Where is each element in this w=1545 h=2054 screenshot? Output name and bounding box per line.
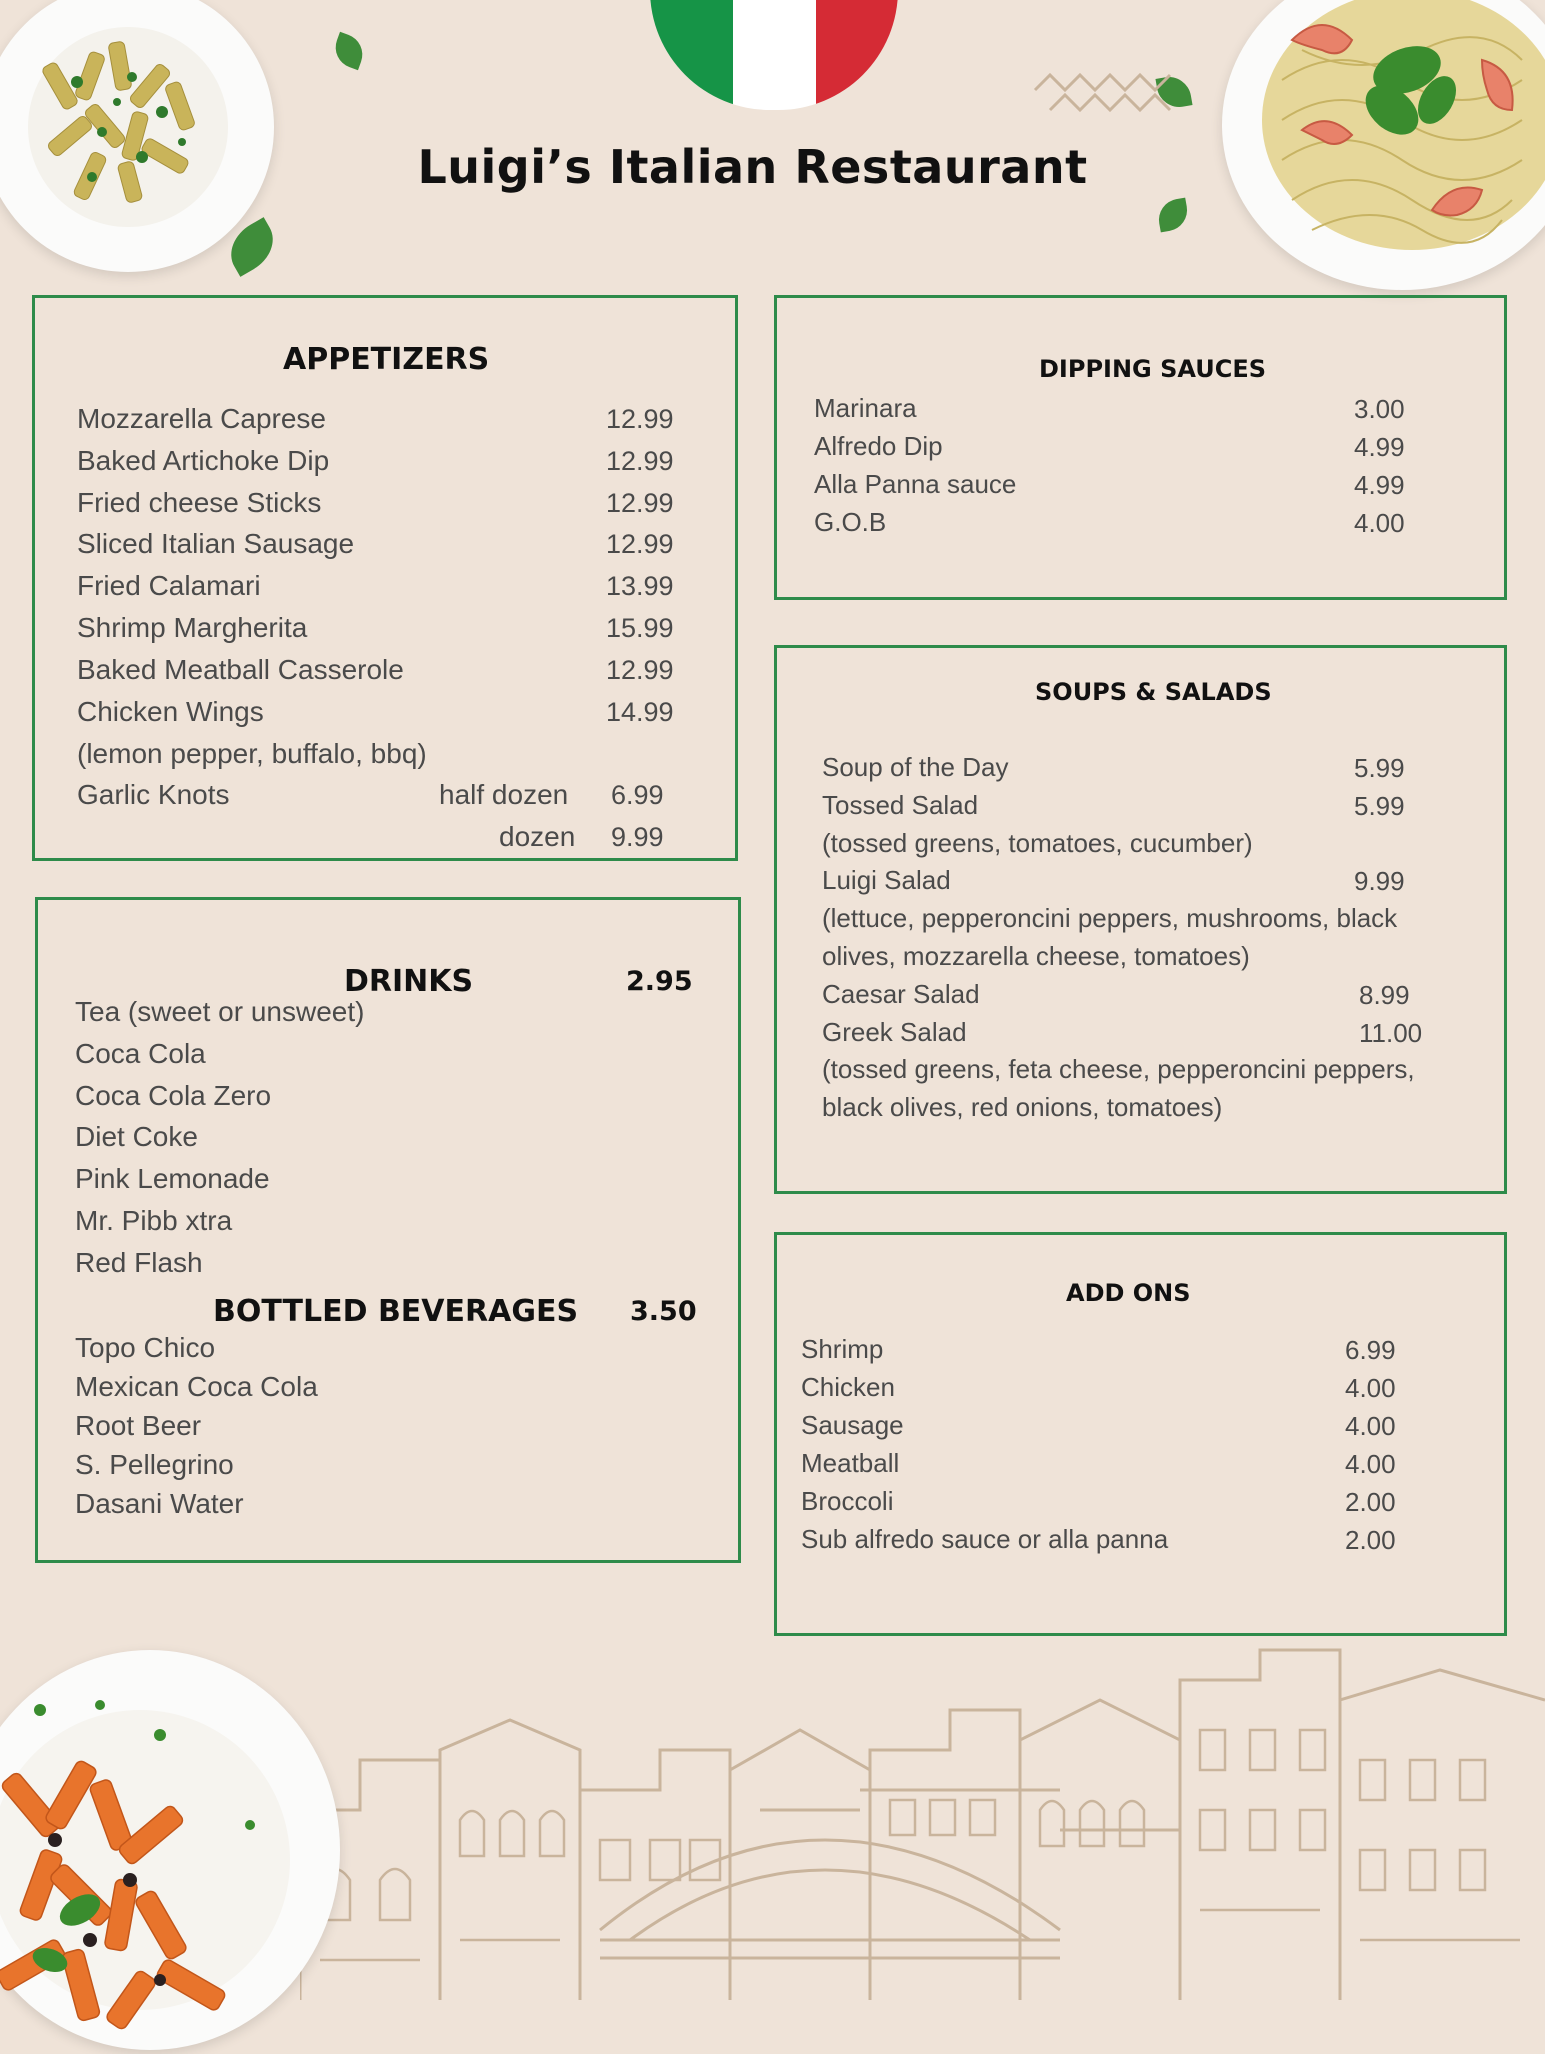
sauce-item-price: 4.00 <box>1354 508 1405 538</box>
appetizer-item-name: Chicken Wings <box>77 695 264 727</box>
addon-item-price: 4.00 <box>1345 1411 1396 1441</box>
garlic-knots-half-price: 6.99 <box>611 780 664 810</box>
appetizer-item-price: 12.99 <box>606 529 674 560</box>
addon-item-name: Chicken <box>801 1372 895 1402</box>
sauce-item-name: G.O.B <box>814 507 887 537</box>
sauces-heading: DIPPING SAUCES <box>1039 355 1267 383</box>
addon-item-price: 2.00 <box>1345 1487 1396 1517</box>
sauce-item-name: Alla Panna sauce <box>814 469 1017 499</box>
soup-salad-price: 9.99 <box>1354 866 1405 897</box>
drink-item: Red Flash <box>75 1246 203 1278</box>
drink-item: Pink Lemonade <box>75 1163 270 1195</box>
appetizer-item-price: 12.99 <box>606 487 674 518</box>
addon-item-name: Sausage <box>801 1410 904 1440</box>
drinks-section <box>35 897 741 1563</box>
pasta-plate-image <box>0 0 274 272</box>
drinks-price: 2.95 <box>626 966 693 997</box>
soup-salad-price: 5.99 <box>1354 753 1405 783</box>
soup-salad-line: Tossed Salad <box>822 789 979 820</box>
appetizer-item-price: 12.99 <box>606 445 674 476</box>
appetizer-item-name: Fried cheese Sticks <box>77 486 322 518</box>
addon-item-name: Broccoli <box>801 1486 894 1516</box>
appetizer-item-name: Shrimp Margherita <box>77 612 308 643</box>
soups-salads-section <box>774 645 1507 1194</box>
soup-salad-price: 8.99 <box>1359 979 1410 1010</box>
drink-item: Tea (sweet or unsweet) <box>75 996 365 1027</box>
soup-salad-line: Soup of the Day <box>822 752 1009 782</box>
soups-heading: SOUPS & SALADS <box>1035 678 1272 706</box>
drinks-heading: DRINKS <box>344 964 474 999</box>
restaurant-title: Luigi’s Italian Restaurant <box>417 140 1088 194</box>
rigatoni-pasta-icon <box>0 0 274 272</box>
city-sketch-illustration <box>300 1640 1545 2000</box>
appetizer-item-price: 12.99 <box>606 654 674 685</box>
soup-salad-price: 11.00 <box>1359 1017 1423 1048</box>
soup-salad-line: Luigi Salad <box>822 865 951 896</box>
appetizer-item-price: 15.99 <box>606 613 674 643</box>
appetizer-item-price: 13.99 <box>606 571 674 602</box>
drink-item: Coca Cola Zero <box>75 1079 272 1111</box>
garlic-knots-dozen-price: 9.99 <box>611 822 664 852</box>
addons-heading: ADD ONS <box>1066 1279 1191 1307</box>
sauce-item-price: 4.99 <box>1354 432 1405 462</box>
penne-plate-image <box>0 1650 340 2050</box>
appetizer-item-name: Fried Calamari <box>77 570 261 602</box>
soup-salad-line: (lettuce, pepperoncini peppers, mushrooms, black <box>822 903 1398 934</box>
soup-salad-line: Greek Salad <box>822 1016 967 1047</box>
soup-salad-price: 5.99 <box>1354 790 1405 821</box>
addon-item-price: 2.00 <box>1345 1525 1396 1555</box>
zigzag-doodle-icon <box>1030 20 1200 120</box>
italian-flag-emblem <box>650 0 898 110</box>
wings-note: (lemon pepper, buffalo, bbq) <box>77 738 427 769</box>
sauce-item-name: Alfredo Dip <box>814 431 943 461</box>
appetizer-item-name: Baked Artichoke Dip <box>77 444 330 476</box>
basil-leaf-icon <box>330 32 368 70</box>
drink-item: Diet Coke <box>75 1121 198 1153</box>
appetizer-item-price: 12.99 <box>606 404 674 434</box>
garlic-knots-dozen-label: dozen <box>499 821 576 852</box>
bottled-item: Root Beer <box>75 1410 202 1441</box>
soup-salad-line: (tossed greens, feta cheese, pepperoncini peppers, <box>822 1054 1415 1085</box>
drink-item: Coca Cola <box>75 1037 206 1069</box>
bottled-item: Mexican Coca Cola <box>75 1371 318 1402</box>
appetizer-item-price: 14.99 <box>606 696 674 727</box>
drink-item: Mr. Pibb xtra <box>75 1205 233 1236</box>
appetizer-item-name: Baked Meatball Casserole <box>77 653 404 685</box>
appetizer-item-name: Sliced Italian Sausage <box>77 528 355 560</box>
addon-item-name: Shrimp <box>801 1334 884 1364</box>
soup-salad-line: Caesar Salad <box>822 978 980 1009</box>
addon-item-price: 4.00 <box>1345 1373 1396 1403</box>
soup-salad-line: black olives, red onions, tomatoes) <box>822 1092 1223 1123</box>
appetizers-heading: APPETIZERS <box>283 342 490 377</box>
garlic-knots-name: Garlic Knots <box>77 779 230 810</box>
dipping-sauces-section <box>774 295 1507 600</box>
bottled-item: S. Pellegrino <box>75 1449 234 1480</box>
garlic-knots-half-label: half dozen <box>439 779 569 810</box>
sauce-item-price: 3.00 <box>1354 394 1405 424</box>
soup-salad-line: olives, mozzarella cheese, tomatoes) <box>822 941 1250 971</box>
appetizers-section <box>32 295 738 861</box>
penne-tomato-icon <box>0 1650 340 2050</box>
bottled-item: Topo Chico <box>75 1332 216 1363</box>
add-ons-section <box>774 1232 1507 1636</box>
sauce-item-price: 4.99 <box>1354 470 1405 500</box>
addon-item-name: Meatball <box>801 1448 900 1478</box>
addon-item-name: Sub alfredo sauce or alla panna <box>801 1524 1169 1554</box>
bottled-price: 3.50 <box>630 1296 697 1327</box>
appetizer-item-name: Mozzarella Caprese <box>77 403 326 434</box>
bottled-heading: BOTTLED BEVERAGES <box>213 1294 579 1329</box>
sauce-item-name: Marinara <box>814 393 917 423</box>
basil-leaf-icon <box>1156 198 1191 233</box>
addon-item-price: 4.00 <box>1345 1449 1396 1479</box>
addon-item-price: 6.99 <box>1345 1335 1396 1365</box>
soup-salad-line: (tossed greens, tomatoes, cucumber) <box>822 827 1253 858</box>
bottled-item: Dasani Water <box>75 1488 244 1519</box>
